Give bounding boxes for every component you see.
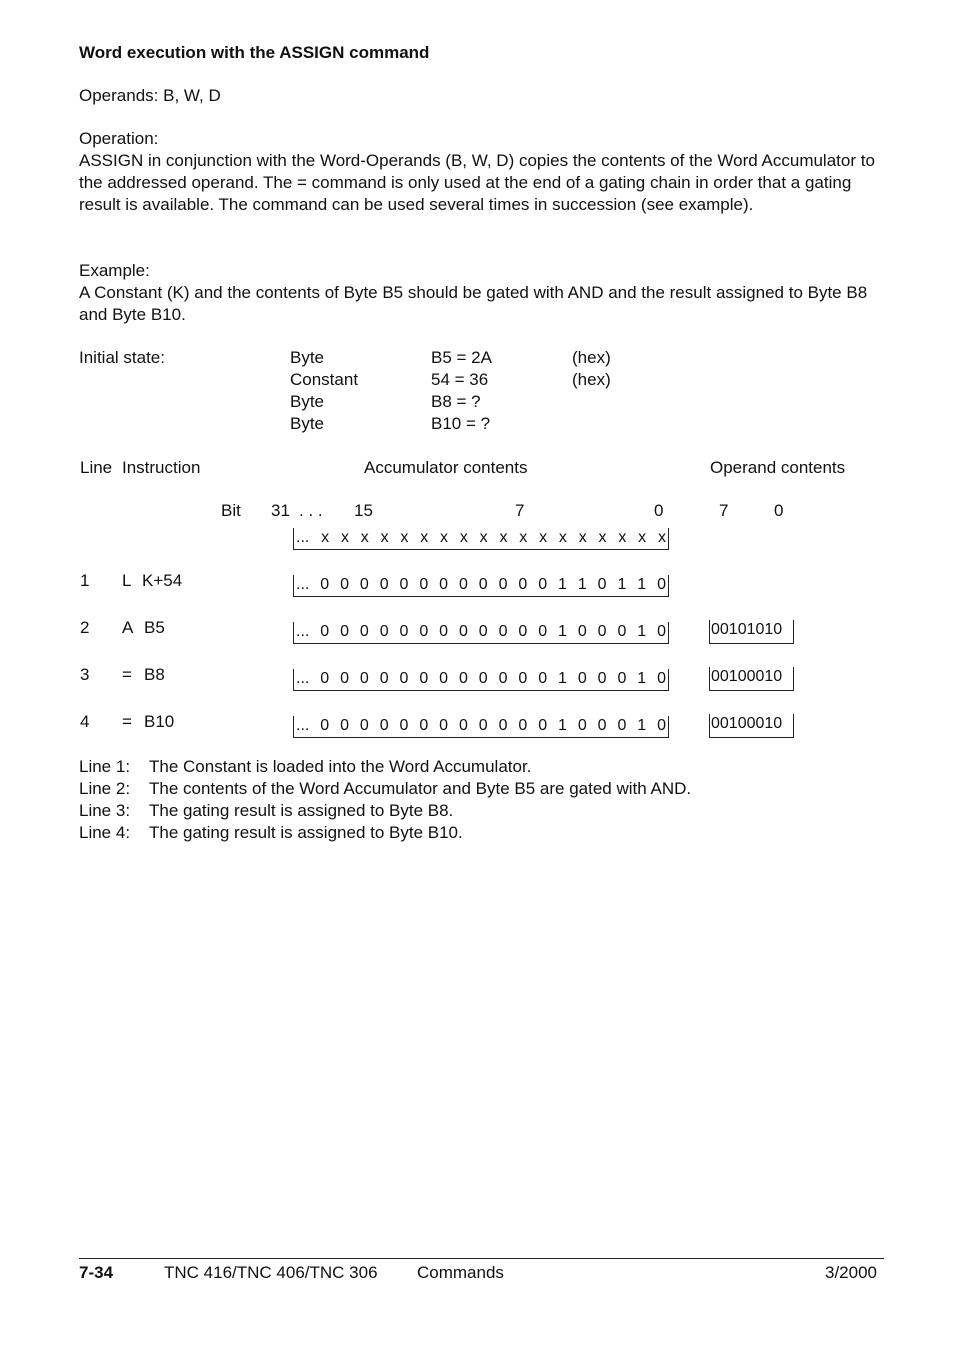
bit-dots: . . .: [299, 501, 323, 520]
footer-page-number: 7-34: [79, 1263, 114, 1282]
bit-cell: x: [400, 529, 409, 546]
accumulator-bits: [296, 622, 666, 642]
bit-cell: 1: [558, 717, 567, 734]
bit-cell: 0: [359, 623, 369, 640]
bit-cell: 0: [518, 623, 528, 640]
bit-cell: 0: [498, 623, 508, 640]
bit-cell: x: [519, 529, 528, 546]
operand-bit-0: 0: [774, 501, 784, 520]
bit-cell: 0: [458, 576, 468, 593]
bit-cell: 0: [657, 717, 666, 734]
bit-cell: 0: [597, 670, 607, 687]
note-text: The gating result is assigned to Byte B10.: [149, 823, 463, 842]
state-value: B10 = ?: [431, 414, 491, 433]
bit-cell: 0: [538, 576, 548, 593]
example-text: A Constant (K) and the contents of Byte B5 should be gated with AND and the result assigned to Byte B8 and Byte B10.: [79, 283, 868, 324]
bit-cell: 0: [320, 717, 330, 734]
bit-cell: 0: [379, 576, 389, 593]
operands-line: Operands: B, W, D: [79, 86, 221, 105]
bit-cell: 0: [458, 717, 468, 734]
bit-cell: 1: [558, 670, 567, 687]
bit-cell: x: [578, 529, 587, 546]
bit-cell: 0: [518, 576, 528, 593]
bit-cell: x: [618, 529, 627, 546]
bit-cell: 0: [439, 623, 449, 640]
accumulator-bits: [296, 575, 666, 595]
bit-cell: 0: [577, 623, 587, 640]
bit-cell: 0: [597, 576, 607, 593]
operation-text: ASSIGN in conjunction with the Word-Operands (B, W, D) copies the contents of the Word Accumulator to the addressed operand. The = command is only used at the end of a gating chain in order that a gating result is available. The command can be used several times in succession (see example).: [79, 151, 875, 214]
note-text: The Constant is loaded into the Word Accumulator.: [149, 757, 532, 776]
accumulator-box: [293, 575, 669, 597]
bit-cell: 0: [617, 623, 627, 640]
accumulator-bits: [296, 669, 666, 689]
bit-cell: 0: [340, 576, 349, 593]
row-argument: B5: [144, 618, 165, 637]
bit-label: Bit: [221, 501, 241, 520]
note-label: Line 3:: [79, 801, 131, 820]
bit-cell: x: [558, 529, 567, 546]
bit-cell: x: [360, 529, 369, 546]
header-instruction: Instruction: [122, 458, 201, 477]
footer-product: TNC 416/TNC 406/TNC 306: [164, 1263, 378, 1282]
accumulator-box: [293, 622, 669, 644]
state-type: Byte: [290, 414, 325, 433]
bit-cell: x: [420, 529, 429, 546]
bit-cell: x: [440, 529, 449, 546]
row-operator: A: [122, 618, 134, 637]
bit-cell: 0: [340, 717, 349, 734]
state-type: Byte: [290, 348, 325, 367]
bit-cell: 0: [399, 717, 409, 734]
bit-cell: 0: [419, 717, 429, 734]
bit-cell: 1: [558, 623, 567, 640]
bit-cell: 0: [340, 623, 349, 640]
bit-cell: x: [459, 529, 468, 546]
bit-cell: 0: [657, 670, 666, 687]
bit-cell: 0: [340, 670, 349, 687]
row-operator: L: [122, 571, 132, 590]
bit-cell: 0: [379, 623, 389, 640]
bit-cell: x: [598, 529, 607, 546]
bit-cell: 1: [617, 576, 627, 593]
bit-cell: 1: [637, 670, 647, 687]
bit-0: 0: [654, 501, 664, 520]
bit-ellipsis: ...: [296, 670, 310, 687]
bit-cell: 0: [419, 670, 429, 687]
note-text: The gating result is assigned to Byte B8.: [149, 801, 454, 820]
bit-cell: 0: [379, 717, 389, 734]
accumulator-box: [293, 669, 669, 691]
bit-cell: 0: [399, 670, 409, 687]
state-type: Byte: [290, 392, 325, 411]
bit-cell: 0: [478, 576, 488, 593]
bit-cell: 1: [637, 717, 647, 734]
operand-box: 00101010: [709, 620, 794, 644]
bit-cell: 0: [518, 717, 528, 734]
bit-cell: 0: [657, 623, 666, 640]
row-operator: =: [122, 712, 132, 731]
bit-cell: 0: [478, 717, 488, 734]
bit-ellipsis: ...: [296, 623, 310, 640]
bit-cell: 0: [597, 717, 607, 734]
bit-cell: x: [499, 529, 508, 546]
bit-cell: 0: [439, 576, 449, 593]
bit-cell: x: [321, 529, 330, 546]
bit-cell: 0: [439, 717, 449, 734]
bit-cell: 1: [637, 623, 647, 640]
bit-15: 15: [354, 501, 373, 520]
bit-cell: 0: [458, 670, 468, 687]
bit-cell: 0: [538, 717, 548, 734]
bit-cell: 1: [558, 576, 567, 593]
note-text: The contents of the Word Accumulator and Byte B5 are gated with AND.: [149, 779, 692, 798]
bit-cell: 0: [498, 670, 508, 687]
note-label: Line 2:: [79, 779, 131, 798]
bit-cell: 0: [320, 623, 330, 640]
bit-cell: x: [539, 529, 548, 546]
operand-bit-7: 7: [719, 501, 729, 520]
bit-cell: 0: [478, 670, 488, 687]
bit-cell: x: [479, 529, 488, 546]
bit-cell: 0: [538, 623, 548, 640]
state-type: Constant: [290, 370, 359, 389]
row-line-number: 2: [80, 618, 90, 637]
bit-cell: x: [380, 529, 389, 546]
bit-cell: 0: [518, 670, 528, 687]
bit-cell: 0: [597, 623, 607, 640]
bit-cell: 0: [379, 670, 389, 687]
state-unit: (hex): [572, 348, 611, 367]
bit-ellipsis: ...: [296, 576, 310, 593]
accumulator-box: [293, 716, 669, 738]
bit-cell: 0: [399, 623, 409, 640]
bit-cell: 0: [538, 670, 548, 687]
bit-cell: x: [340, 529, 349, 546]
state-value: B8 = ?: [431, 392, 481, 411]
bit-cell: 0: [617, 670, 627, 687]
bit-cell: 0: [399, 576, 409, 593]
operand-box: 00100010: [709, 714, 794, 738]
bit-cell: 0: [359, 717, 369, 734]
state-value: 54 = 36: [431, 370, 489, 389]
bit-cell: 0: [617, 717, 627, 734]
footer-divider: [79, 1258, 884, 1259]
bit-cell: 0: [478, 623, 488, 640]
row-argument: K+54: [142, 571, 183, 590]
row-line-number: 3: [80, 665, 90, 684]
bit-cell: 0: [419, 576, 429, 593]
header-accumulator: Accumulator contents: [364, 458, 528, 477]
header-operand: Operand contents: [710, 458, 846, 477]
note-label: Line 1:: [79, 757, 131, 776]
note-label: Line 4:: [79, 823, 131, 842]
operation-label: Operation:: [79, 129, 159, 148]
accumulator-template-bits: [296, 528, 666, 548]
bit-cell: 1: [577, 576, 587, 593]
row-argument: B8: [144, 665, 165, 684]
bit-cell: 0: [439, 670, 449, 687]
bit-cell: 0: [359, 670, 369, 687]
footer-section: Commands: [417, 1263, 504, 1282]
bit-cell: 0: [419, 623, 429, 640]
bit-cell: 0: [320, 576, 330, 593]
bit-cell: 0: [498, 717, 508, 734]
row-line-number: 4: [80, 712, 90, 731]
bit-cell: 0: [657, 576, 666, 593]
bit-ellipsis: ...: [296, 529, 310, 546]
initial-state-label: Initial state:: [79, 348, 165, 367]
example-label: Example:: [79, 261, 150, 280]
row-operator: =: [122, 665, 132, 684]
bit-7: 7: [515, 501, 525, 520]
bit-cell: 0: [359, 576, 369, 593]
bit-cell: 1: [637, 576, 647, 593]
row-line-number: 1: [80, 571, 90, 590]
accumulator-bits: [296, 716, 666, 736]
bit-cell: 0: [458, 623, 468, 640]
operand-box: 00100010: [709, 667, 794, 691]
bit-cell: x: [657, 529, 666, 546]
bit-cell: 0: [320, 670, 330, 687]
footer-date: 3/2000: [825, 1263, 877, 1282]
state-unit: (hex): [572, 370, 611, 389]
bit-cell: x: [638, 529, 647, 546]
bit-cell: 0: [498, 576, 508, 593]
bit-cell: 0: [577, 717, 587, 734]
state-value: B5 = 2A: [431, 348, 492, 367]
bit-ellipsis: ...: [296, 717, 310, 734]
bit-cell: 0: [577, 670, 587, 687]
row-argument: B10: [144, 712, 175, 731]
accumulator-template-box: [293, 528, 669, 550]
bit-31: 31: [271, 501, 290, 520]
header-line: Line: [80, 458, 113, 477]
page-heading: Word execution with the ASSIGN command: [79, 43, 430, 62]
